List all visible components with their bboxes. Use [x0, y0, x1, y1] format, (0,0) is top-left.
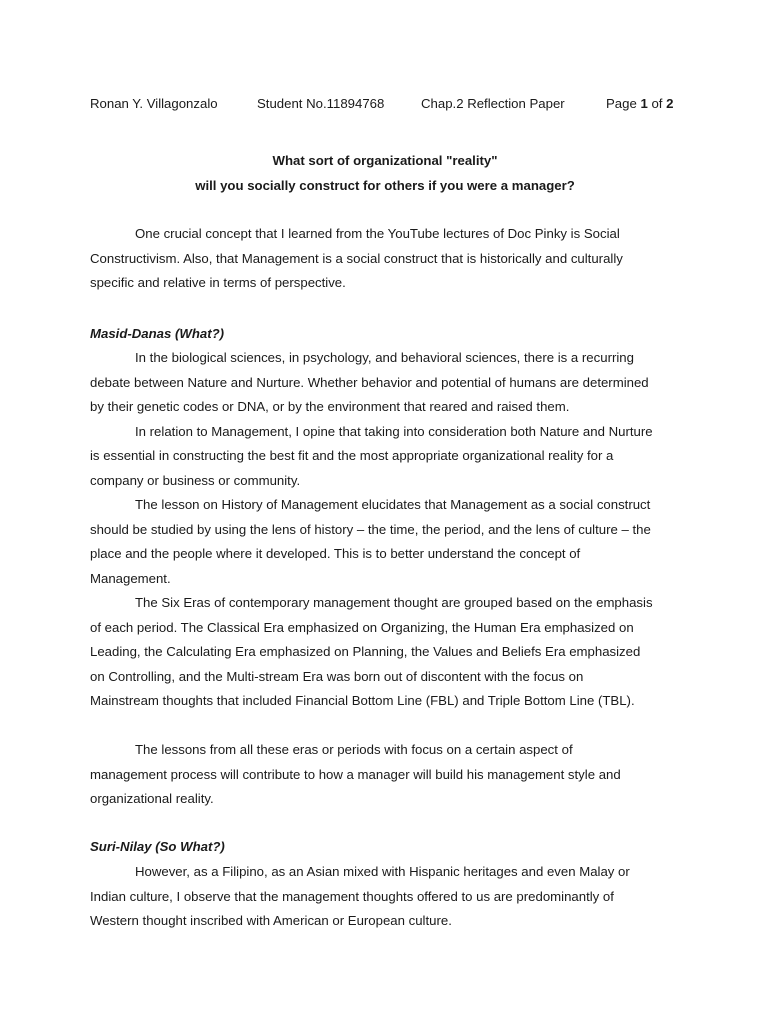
section1-body: [90, 346, 682, 714]
body-line: Management.: [90, 570, 171, 586]
body-line: is essential in constructing the best fit and the most appropriate organizational reality for a: [90, 448, 614, 463]
body-line: by their genetic codes or DNA, or by the environment that reared and raised them.: [90, 399, 570, 414]
document-title-line-2: will you socially construct for others if you were a manager?: [195, 178, 575, 193]
page-prefix: Page: [606, 96, 641, 111]
page-indicator: [606, 95, 673, 113]
paper-type: Chap.2 Reflection Paper: [421, 96, 565, 111]
document-title-line-1: What sort of organizational "reality": [272, 153, 498, 168]
body-line: Indian culture, I observe that the management thoughts offered to us are predominantly of: [90, 888, 614, 904]
body-line: Western thought inscribed with American or European culture.: [90, 913, 452, 928]
section-heading-masid-danas: Masid-Danas (What?): [90, 326, 225, 341]
intro-line: Constructivism. Also, that Management is a social construct that is historically and culturally: [90, 250, 623, 266]
section1-closing-paragraph: [90, 738, 682, 812]
body-line: place and the people where it developed. This is to better understand the concept of: [90, 546, 581, 561]
intro-line: specific and relative in terms of perspective.: [90, 275, 346, 290]
body-line: In the biological sciences, in psychology, and behavioral sciences, there is a recurring: [135, 350, 634, 365]
body-line: The lesson on History of Management elucidates that Management as a social construct: [135, 497, 651, 512]
body-line: Mainstream thoughts that included Financial Bottom Line (FBL) and Triple Bottom Line (TBL).: [90, 693, 635, 708]
body-line: Leading, the Calculating Era emphasized on Planning, the Values and Beliefs Era emphasized: [90, 644, 641, 659]
body-line: should be studied by using the lens of history – the time, the period, and the lens of culture – the: [90, 521, 651, 537]
body-line: The Six Eras of contemporary management thought are grouped based on the emphasis: [135, 595, 653, 610]
body-line: on Controlling, and the Multi-stream Era was born out of discontent with the focus on: [90, 668, 584, 684]
body-line: debate between Nature and Nurture. Whether behavior and potential of humans are determined: [90, 374, 649, 390]
body-line: organizational reality.: [90, 791, 214, 806]
body-line: company or business or community.: [90, 472, 301, 488]
body-line: However, as a Filipino, as an Asian mixed with Hispanic heritages and even Malay or: [135, 864, 630, 879]
author-name: Ronan Y. Villagonzalo: [90, 96, 218, 111]
page-total: 2: [666, 96, 674, 111]
page-of: of: [647, 96, 667, 111]
intro-paragraph: [90, 222, 682, 296]
intro-line: One crucial concept that I learned from the YouTube lectures of Doc Pinky is Social: [135, 226, 620, 241]
body-line: The lessons from all these eras or periods with focus on a certain aspect of: [135, 742, 573, 757]
page-header: [90, 95, 690, 113]
section-heading-suri-nilay: Suri-Nilay (So What?): [90, 839, 225, 854]
body-line: of each period. The Classical Era emphasized on Organizing, the Human Era emphasized on: [90, 619, 634, 635]
student-number: Student No.11894768: [257, 96, 385, 111]
body-line: management process will contribute to how a manager will build his management style and: [90, 766, 621, 782]
body-line: In relation to Management, I opine that taking into consideration both Nature and Nurture: [135, 423, 653, 439]
section2-body: [90, 860, 682, 934]
page-current: 1: [640, 96, 648, 111]
